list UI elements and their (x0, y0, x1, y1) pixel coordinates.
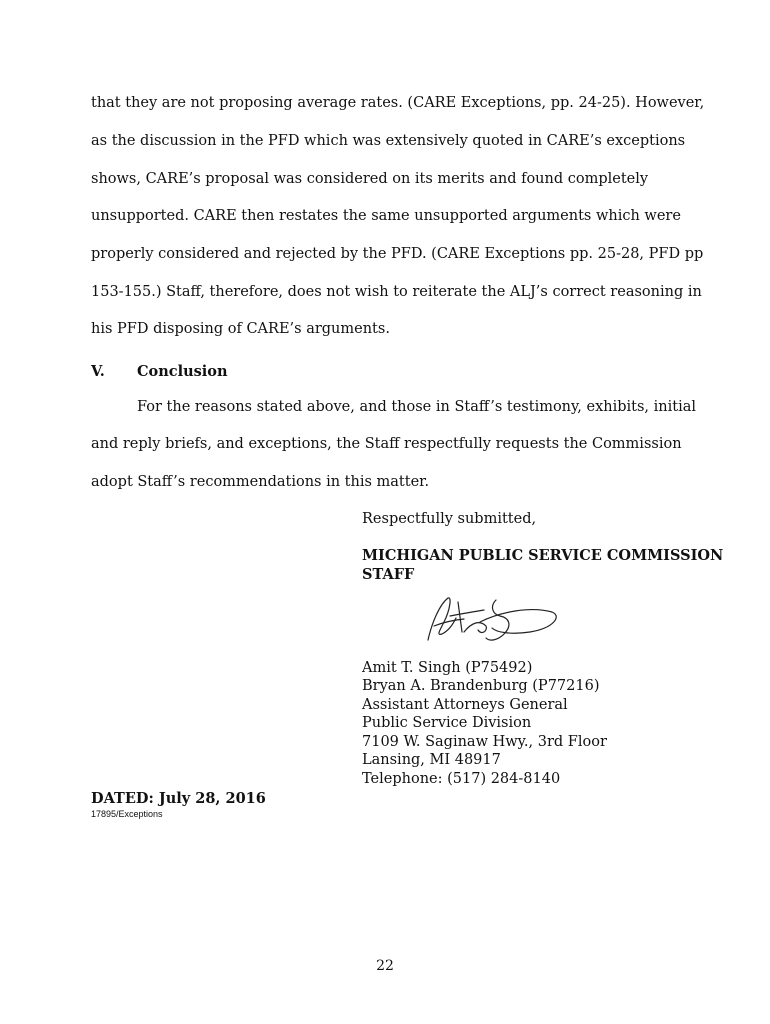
body-line: For the reasons stated above, and those in Staff’s testimony, exhibits, initial (137, 399, 697, 415)
body-line: as the discussion in the PFD which was extensively quoted in CARE’s exceptions (91, 133, 686, 149)
division-name: Public Service Division (362, 715, 532, 731)
organization-line: STAFF (362, 566, 415, 583)
section-number: V. (91, 363, 105, 380)
attorney-title: Assistant Attorneys General (362, 697, 568, 713)
body-line: unsupported. CARE then restates the same unsupported arguments which were (91, 208, 681, 224)
body-line: properly considered and rejected by the PFD. (CARE Exceptions pp. 25-28, PFD pp (91, 246, 704, 262)
body-line: shows, CARE’s proposal was considered on its merits and found completely (91, 171, 649, 187)
closing-text: Respectfully submitted, (362, 511, 537, 527)
page-number: 22 (376, 958, 394, 974)
address-line: Lansing, MI 48917 (362, 752, 501, 768)
body-line: 153-155.) Staff, therefore, does not wish to reiterate the ALJ’s correct reasoning in (91, 284, 702, 300)
organization-name (362, 546, 742, 584)
attorney-name: Bryan A. Brandenburg (P77216) (362, 678, 600, 694)
body-line: and reply briefs, and exceptions, the Staff respectfully requests the Commission (91, 436, 682, 452)
body-line: adopt Staff’s recommendations in this matter. (91, 474, 430, 490)
attorney-name: Amit T. Singh (P75492) (362, 660, 533, 676)
address-line: 7109 W. Saginaw Hwy., 3rd Floor (362, 734, 607, 750)
body-line: his PFD disposing of CARE’s arguments. (91, 321, 390, 337)
dated-line: DATED: July 28, 2016 (91, 790, 266, 807)
handwritten-signature (420, 592, 565, 647)
telephone: Telephone: (517) 284-8140 (362, 771, 561, 787)
section-title: Conclusion (137, 363, 228, 380)
organization-line: MICHIGAN PUBLIC SERVICE COMMISSION (362, 547, 724, 564)
body-line: that they are not proposing average rates. (CARE Exceptions, pp. 24-25). However, (91, 95, 705, 111)
file-reference: 17895/Exceptions (91, 809, 163, 819)
